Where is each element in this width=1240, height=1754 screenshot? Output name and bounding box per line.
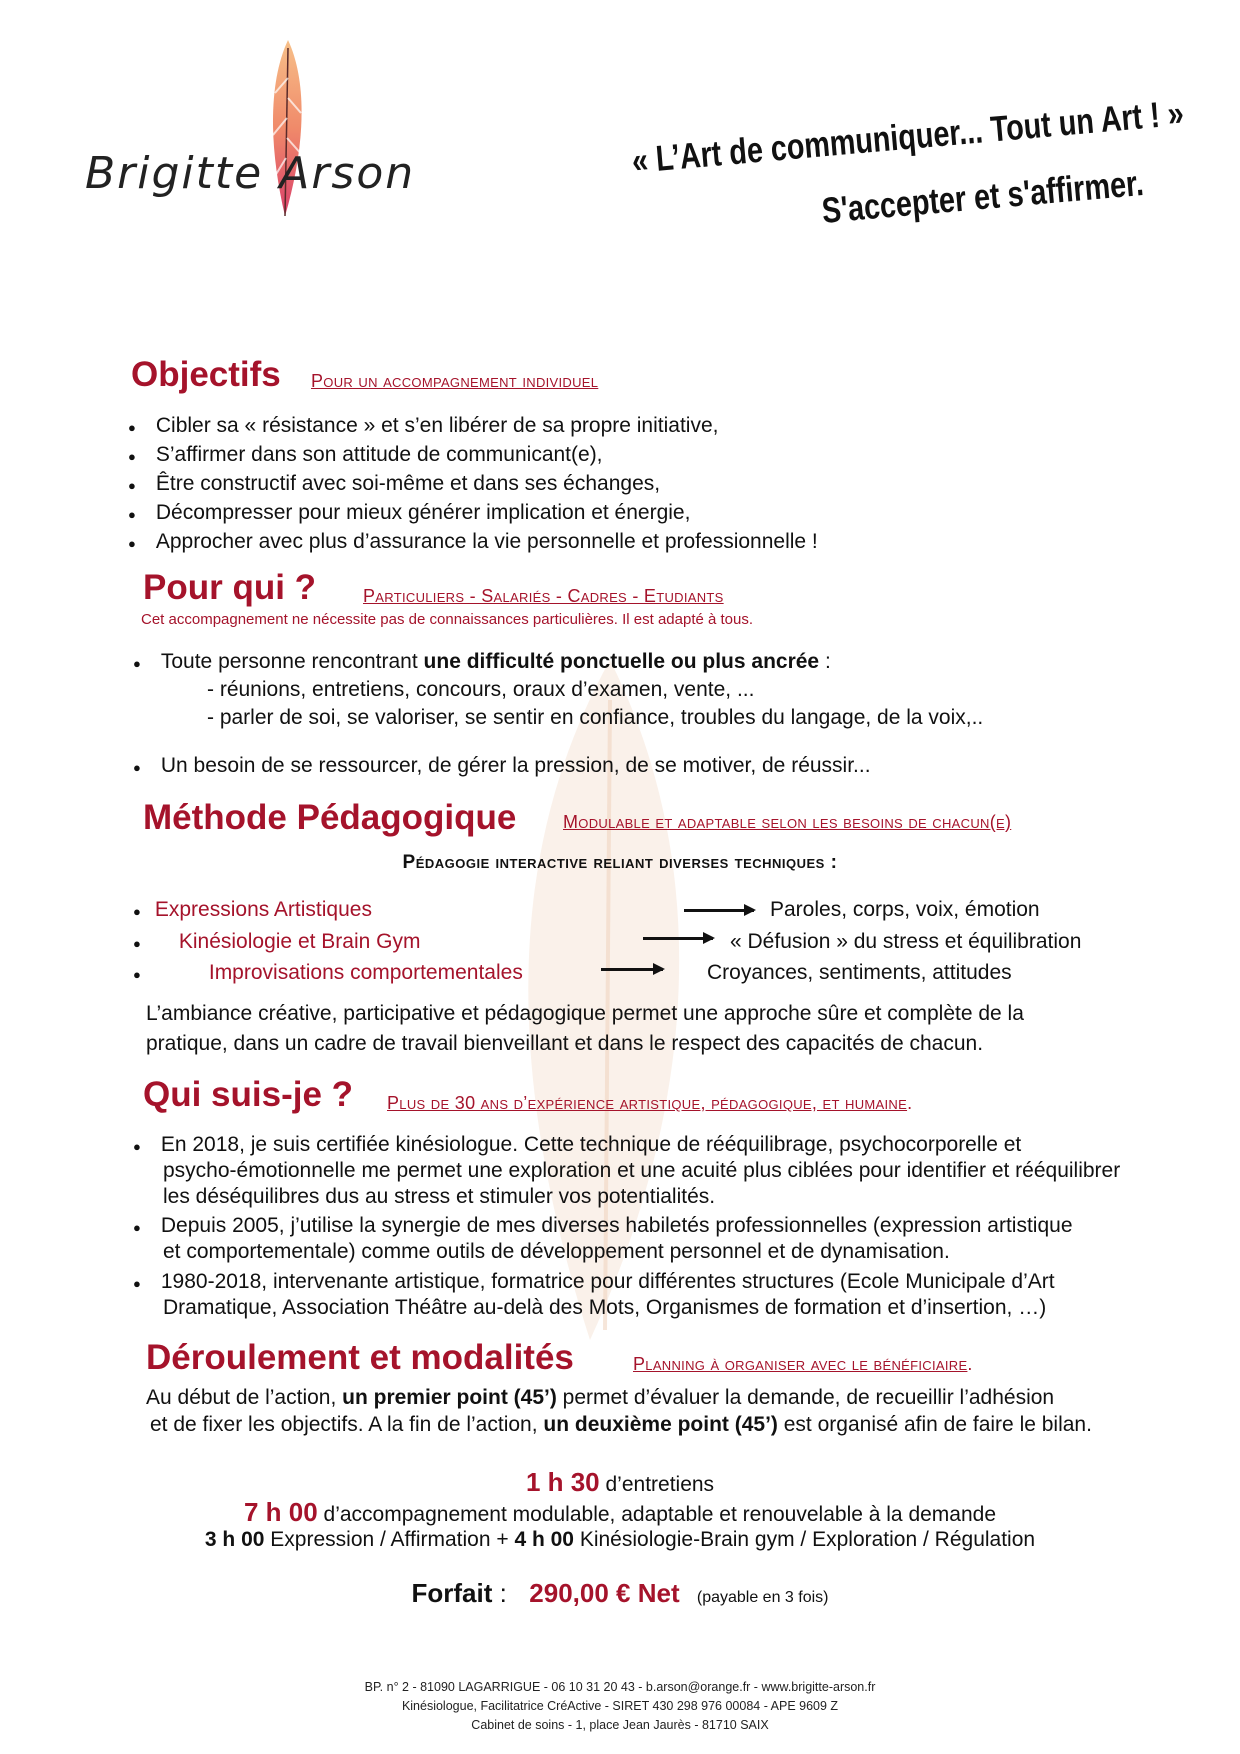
list-item: ● Décompresser pour mieux générer implication et énergie,: [128, 501, 691, 524]
objectifs-subtitle: Pour un accompagnement individuel: [311, 371, 599, 391]
list-item: ● Toute personne rencontrant une difficulté ponctuelle ou plus ancrée :: [133, 650, 831, 673]
methode-paragraph-line: pratique, dans un cadre de travail bienveillant et dans le respect des capacités de chacun.: [146, 1032, 984, 1055]
list-item: ● Un besoin de se ressourcer, de gérer la pression, de se motiver, de réussir...: [133, 754, 871, 777]
list-item: ● 1980-2018, intervenante artistique, formatrice pour différentes structures (Ecole Municipale d’Art: [133, 1270, 1055, 1293]
methode-heading: Pédagogie interactive reliant diverses techniques :: [402, 852, 838, 873]
arrow-icon: [601, 968, 663, 971]
list-item-continuation: Dramatique, Association Théâtre au-delà des Mots, Organismes de formation et d’insertion, …): [163, 1296, 1047, 1319]
list-item: ● Depuis 2005, j’utilise la synergie de mes diverses habiletés professionnelles (expression artistique: [133, 1214, 1073, 1237]
arrow-icon: [684, 909, 754, 912]
technique-result: Croyances, sentiments, attitudes: [707, 961, 1012, 984]
pourqui-subtitle: Particuliers - Salariés - Cadres - Etudiants: [363, 586, 724, 606]
pourqui-title: Pour qui ?: [143, 568, 317, 607]
quisuisje-title: Qui suis-je ?: [143, 1075, 354, 1114]
list-item-detail: - parler de soi, se valoriser, se sentir en confiance, troubles du langage, de la voix,..: [207, 706, 984, 729]
list-item-detail: - réunions, entretiens, concours, oraux d’examen, vente, ...: [207, 678, 755, 701]
logo-text: Brigitte Arson: [85, 148, 416, 199]
deroulement-title: Déroulement et modalités: [146, 1338, 574, 1377]
deroulement-line: Au début de l’action, un premier point (45’) permet d’évaluer la demande, de recueillir l’adhésion: [146, 1386, 1055, 1409]
list-item: ● Être constructif avec soi-même et dans ses échanges,: [128, 472, 661, 495]
logo: [85, 30, 455, 230]
footer-line: Cabinet de soins - 1, place Jean Jaurès - 81710 SAIX: [471, 1718, 769, 1732]
list-item: ● Approcher avec plus d’assurance la vie personnelle et professionnelle !: [128, 530, 818, 553]
objectifs-title: Objectifs: [131, 355, 281, 394]
slogan-line2: S'accepter et s'affirmer.: [820, 161, 1146, 231]
technique-row: ● Kinésiologie et Brain Gym: [133, 930, 421, 953]
forfait: Forfait : 290,00 € Net (payable en 3 fois): [411, 1578, 829, 1608]
pourqui-note: Cet accompagnement ne nécessite pas de connaissances particulières. Il est adapté à tous.: [141, 611, 754, 628]
footer-line: Kinésiologue, Facilitatrice CréActive - SIRET 430 298 976 00084 - APE 9609 Z: [401, 1699, 839, 1713]
footer-line: BP. n° 2 - 81090 LAGARRIGUE - 06 10 31 20 43 - b.arson@orange.fr - www.brigitte-arson.fr: [364, 1680, 876, 1694]
technique-row: ● Expressions Artistiques: [133, 898, 372, 921]
list-item-continuation: les déséquilibres dus au stress et stimuler vos potentialités.: [163, 1185, 716, 1208]
technique-result: Paroles, corps, voix, émotion: [770, 898, 1040, 921]
methode-subtitle: Modulable et adaptable selon les besoins de chacun(e): [563, 812, 1012, 832]
duration-detail: 3 h 00 Expression / Affirmation + 4 h 00 Kinésiologie-Brain gym / Exploration / Régulation: [204, 1528, 1036, 1551]
technique-row: ● Improvisations comportementales: [133, 961, 523, 984]
technique-result: « Défusion » du stress et équilibration: [730, 930, 1082, 953]
quisuisje-subtitle: Plus de 30 ans d’expérience artistique, pédagogique, et humaine.: [387, 1093, 913, 1113]
list-item: ● S’affirmer dans son attitude de communicant(e),: [128, 443, 603, 466]
methode-paragraph-line: L’ambiance créative, participative et pédagogique permet une approche sûre et complète de la: [146, 1002, 1024, 1025]
list-item: ● Cibler sa « résistance » et s’en libérer de sa propre initiative,: [128, 414, 719, 437]
deroulement-subtitle: Planning à organiser avec le bénéficiaire.: [633, 1354, 973, 1374]
arrow-icon: [643, 937, 713, 940]
list-item-continuation: et comportementale) comme outils de développement personnel et de dynamisation.: [163, 1240, 950, 1263]
list-item: ● En 2018, je suis certifiée kinésiologue. Cette technique de rééquilibrage, psychocorporelle et: [133, 1133, 1022, 1156]
duration-entretiens: 1 h 30 d’entretiens: [525, 1467, 715, 1497]
duration-accompagnement: 7 h 00 d’accompagnement modulable, adaptable et renouvelable à la demande: [243, 1497, 997, 1527]
deroulement-line: et de fixer les objectifs. A la fin de l’action, un deuxième point (45’) est organisé afin de faire le bilan.: [150, 1413, 1092, 1436]
methode-title: Méthode Pédagogique: [143, 798, 517, 837]
slogan-line1: « L’Art de communiquer... Tout un Art ! »: [630, 91, 1186, 181]
list-item-continuation: psycho-émotionnelle me permet une exploration et une acuité plus ciblées pour identifier et rééquilibrer: [163, 1159, 1121, 1182]
